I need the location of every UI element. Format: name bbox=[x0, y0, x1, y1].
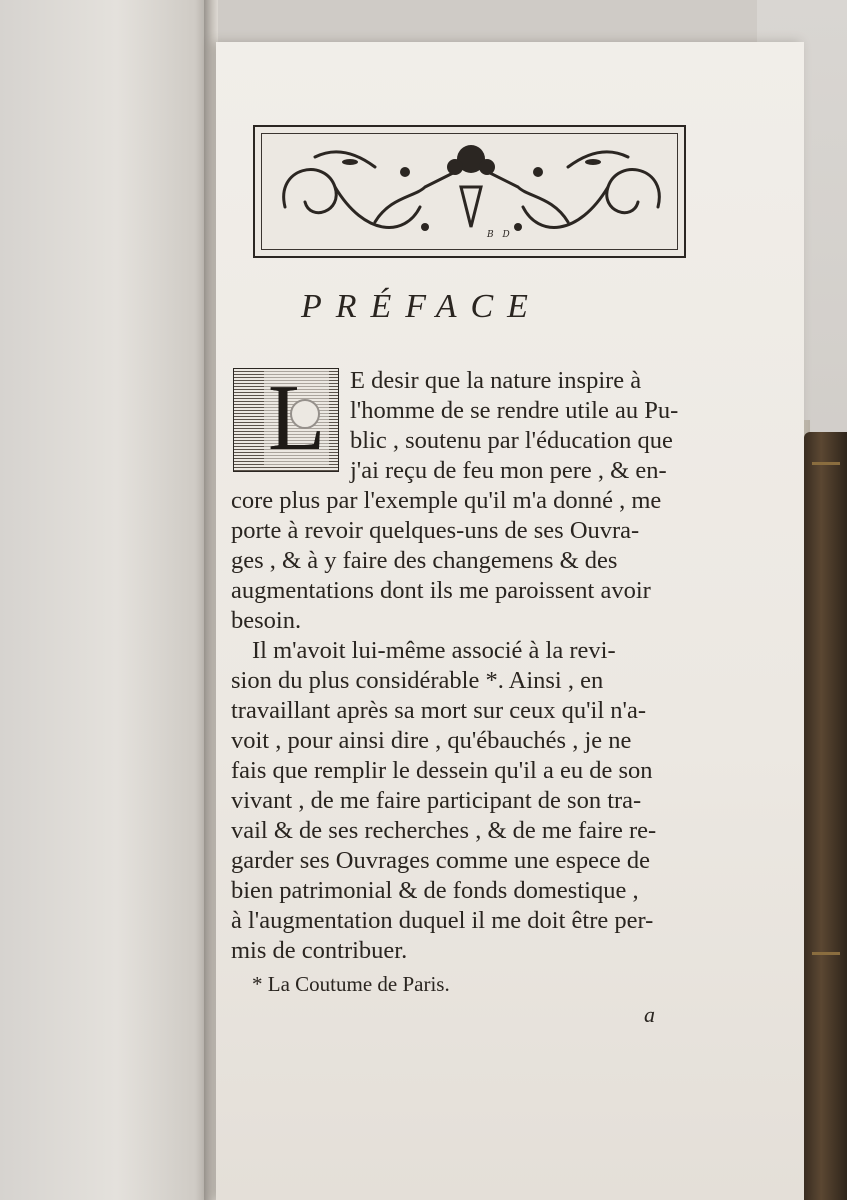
book-spine bbox=[804, 432, 847, 1200]
text-line: j'ai reçu de feu mon pere , & en- bbox=[350, 457, 667, 484]
text-line: mis de contribuer. bbox=[231, 937, 408, 964]
page-title: PRÉFACE bbox=[301, 288, 542, 325]
text-line: core plus par l'exemple qu'il m'a donné , me bbox=[231, 487, 662, 514]
drop-cap-ornament bbox=[233, 368, 339, 472]
floral-scroll-ornament bbox=[255, 127, 688, 260]
text-line: augmentations dont ils me paroissent avoir bbox=[231, 577, 651, 604]
footnote: * La Coutume de Paris. bbox=[252, 972, 450, 996]
text-line: vail & de ses recherches , & de me faire re- bbox=[231, 817, 657, 844]
text-line: vivant , de me faire participant de son tra- bbox=[231, 787, 642, 814]
text-line: bien patrimonial & de fonds domestique , bbox=[231, 877, 639, 904]
text-line: fais que remplir le dessein qu'il a eu de son bbox=[231, 757, 653, 784]
text-line: voit , pour ainsi dire , qu'ébauchés , je ne bbox=[231, 727, 632, 754]
text-line: l'homme de se rendre utile au Pu- bbox=[350, 397, 679, 424]
text-line: travaillant après sa mort sur ceux qu'il n'a- bbox=[231, 697, 646, 724]
text-line: sion du plus considérable *. Ainsi , en bbox=[231, 667, 604, 694]
drop-cap-letter: L bbox=[264, 371, 329, 465]
signature-mark: a bbox=[644, 1002, 655, 1027]
text-line: E desir que la nature inspire à bbox=[350, 367, 642, 394]
text-line: à l'augmentation duquel il me doit être per- bbox=[231, 907, 654, 934]
text-line: Il m'avoit lui-même associé à la revi- bbox=[252, 637, 616, 664]
left-page bbox=[0, 0, 212, 1200]
text-line: porte à revoir quelques-uns de ses Ouvra- bbox=[231, 517, 640, 544]
text-line: besoin. bbox=[231, 607, 302, 634]
text-line: garder ses Ouvrages comme une espece de bbox=[231, 847, 651, 874]
engraver-initials: B D bbox=[487, 230, 513, 240]
text-line: ges , & à y faire des changemens & des bbox=[231, 547, 618, 574]
text-line: blic , soutenu par l'éducation que bbox=[350, 427, 673, 454]
ornamental-headpiece bbox=[253, 125, 686, 258]
